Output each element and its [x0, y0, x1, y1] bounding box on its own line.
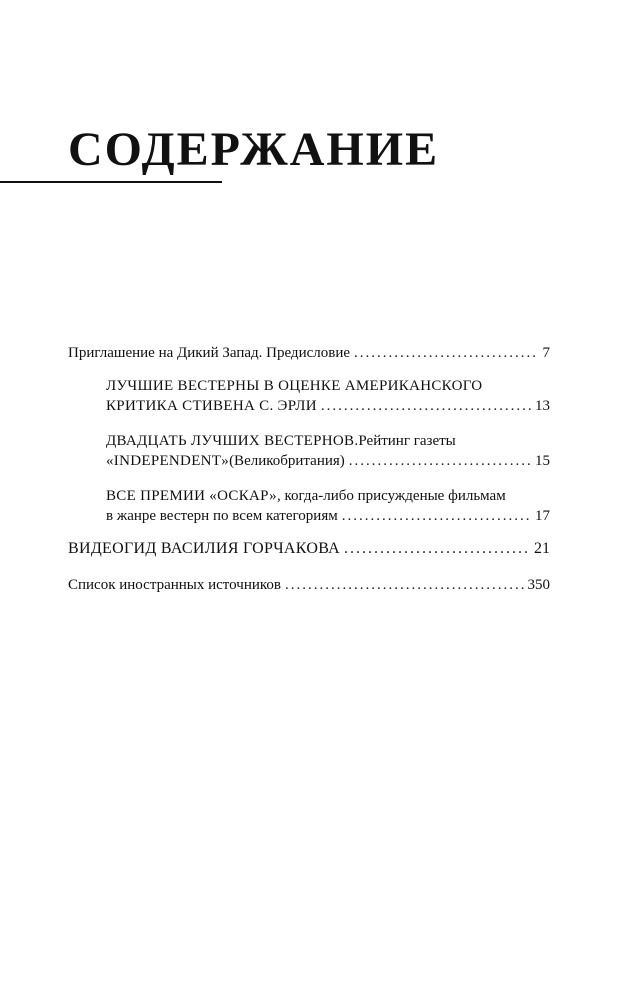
- toc-entry-title-caps: ВСЕ ПРЕМИИ «ОСКАР»: [106, 488, 277, 504]
- toc-entry-title-text: в жанре вестерн по всем категориям: [106, 508, 338, 524]
- toc-entry-title: Список иностранных источников: [68, 577, 281, 593]
- toc-entry-title: ВИДЕОГИД ВАСИЛИЯ ГОРЧАКОВА: [68, 540, 341, 557]
- toc-entry-preface[interactable]: [68, 343, 550, 363]
- toc-entry-title-text: Рейтинг газеты: [358, 433, 456, 449]
- toc-entry-title-text: (Великобритания): [229, 453, 345, 469]
- toc-entry-title-caps: «INDEPENDENT»: [106, 453, 230, 469]
- toc-page-number: 15: [535, 453, 550, 469]
- dot-leader: [285, 575, 524, 595]
- toc-entry-oscar-awards[interactable]: [106, 486, 550, 526]
- toc-page-number: 13: [535, 398, 550, 414]
- page-title: СОДЕРЖАНИЕ: [68, 123, 440, 176]
- toc-entry-best-westerns-earley[interactable]: [106, 376, 550, 416]
- toc-page-number: 350: [527, 577, 550, 593]
- toc-entry-title-caps: ДВАДЦАТЬ ЛУЧШИХ ВЕСТЕРНОВ.: [106, 433, 359, 449]
- toc-entry-title: Приглашение на Дикий Запад. Предисловие: [68, 345, 351, 361]
- toc-entry-sources[interactable]: [68, 575, 550, 595]
- toc-page-number: 21: [534, 540, 550, 557]
- dot-leader: [354, 343, 538, 363]
- toc-entry-title-line1: ЛУЧШИЕ ВЕСТЕРНЫ В ОЦЕНКЕ АМЕРИКАНСКОГО: [106, 378, 483, 394]
- toc-entry-twenty-best-westerns[interactable]: [106, 431, 550, 471]
- toc-page-number: 17: [535, 508, 550, 524]
- dot-leader: [344, 539, 530, 559]
- toc-entry-videoguide[interactable]: [68, 539, 550, 559]
- toc-entry-title-line2: КРИТИКА СТИВЕНА С. ЭРЛИ: [106, 398, 317, 414]
- dot-leader: [349, 451, 531, 471]
- title-underline: [0, 181, 222, 183]
- dot-leader: [342, 506, 531, 526]
- toc-page-number: 7: [542, 345, 550, 361]
- toc-entry-title-text: , когда-либо присужденые фильмам: [277, 488, 506, 504]
- dot-leader: [321, 396, 531, 416]
